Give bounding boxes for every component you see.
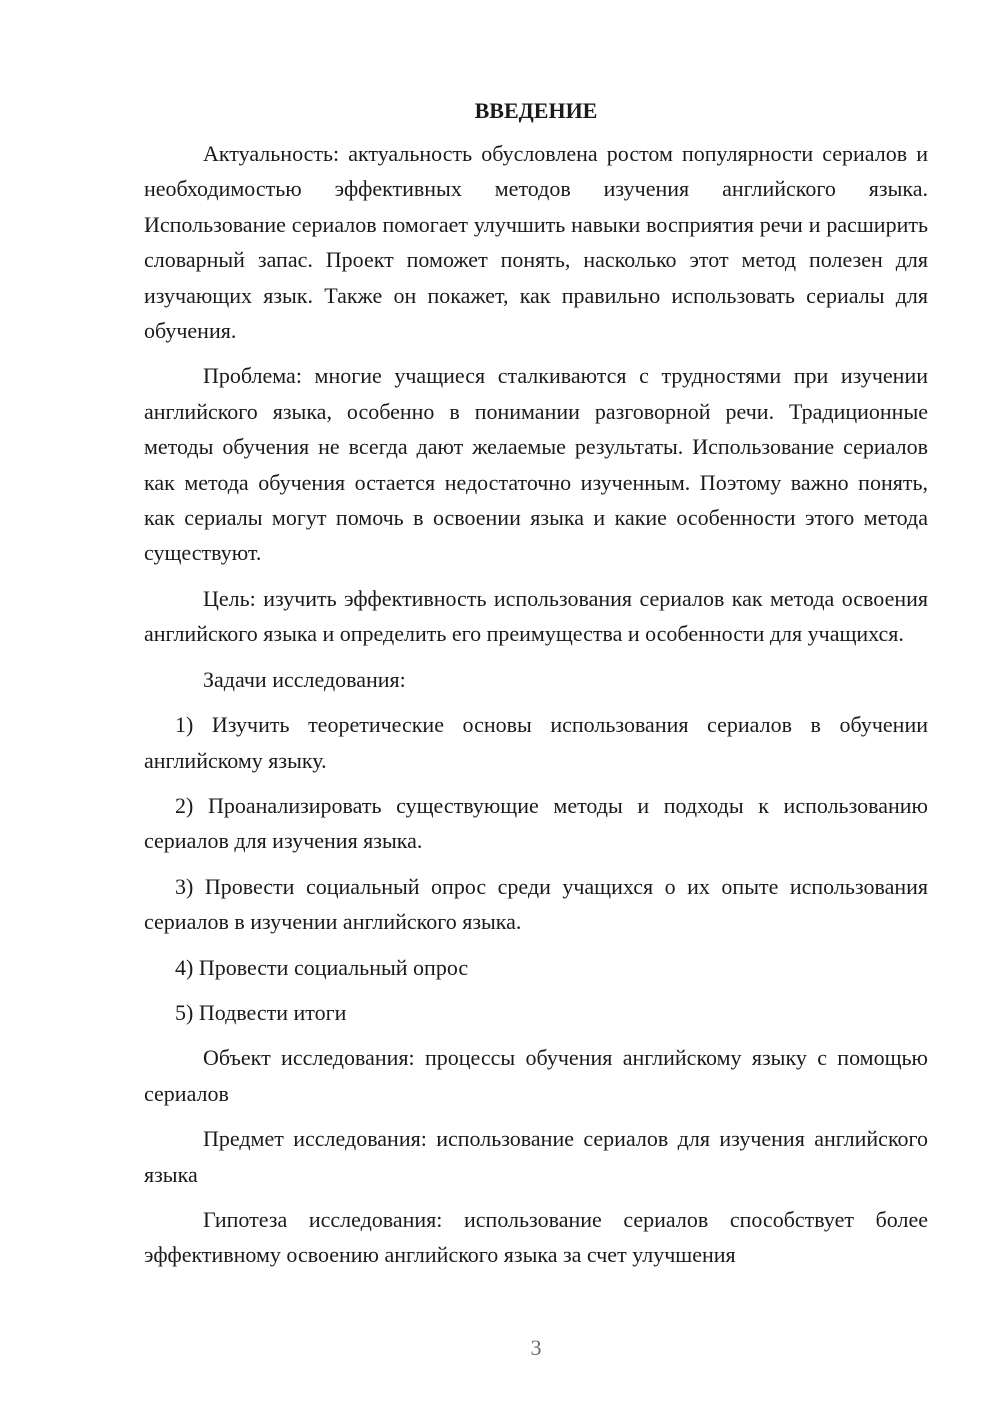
- page-number: 3: [530, 1335, 542, 1360]
- task-item-4: 4) Провести социальный опрос: [175, 954, 469, 980]
- task-item-5: 5) Подвести итоги: [175, 999, 347, 1025]
- paragraph-tasks-heading: Задачи исследования:: [203, 666, 406, 692]
- paragraph-problem: Проблема: многие учащиеся сталкиваются с трудностями при изучении английского языка, особенно в понимании разговорной речи. Традиционные методы обучения не всегда дают желаемые результаты. Использование сериалов как метода обучения остается недостаточно изученным. Поэтому важно понять, как сериалы могут помочь в освоении языка и какие особенности этого метода существуют.: [144, 363, 928, 566]
- paragraph-relevance: Актуальность: актуальность обусловлена ростом популярности сериалов и необходимостью эффективных методов изучения английского языка. Использование сериалов помогает улучшить навыки восприятия речи и расширить словарный запас. Проект поможет понять, насколько этот метод полезен для изучающих язык. Также он покажет, как правильно использовать сериалы для обучения.: [144, 141, 928, 344]
- document-body: [144, 92, 928, 1283]
- task-item-2: 2) Проанализировать существующие методы и подходы к использованию сериалов для изучения языка.: [144, 792, 928, 854]
- task-item-1: 1) Изучить теоретические основы использования сериалов в обучении английскому языку.: [144, 712, 928, 773]
- paragraph-subject: Предмет исследования: использование сериалов для изучения английского языка: [144, 1126, 928, 1187]
- paragraph-object: Объект исследования: процессы обучения английскому языку с помощью сериалов: [144, 1045, 928, 1106]
- section-heading: ВВЕДЕНИЕ: [474, 98, 598, 123]
- paragraph-hypothesis: Гипотеза исследования: использование сериалов способствует более эффективному освоению английского языка за счет улучшения: [144, 1206, 928, 1268]
- paragraph-goal: Цель: изучить эффективность использования сериалов как метода освоения английского языка и определить его преимущества и особенности для учащихся.: [144, 585, 928, 647]
- task-item-3: 3) Провести социальный опрос среди учащихся о их опыте использования сериалов в изучении английского языка.: [144, 873, 928, 935]
